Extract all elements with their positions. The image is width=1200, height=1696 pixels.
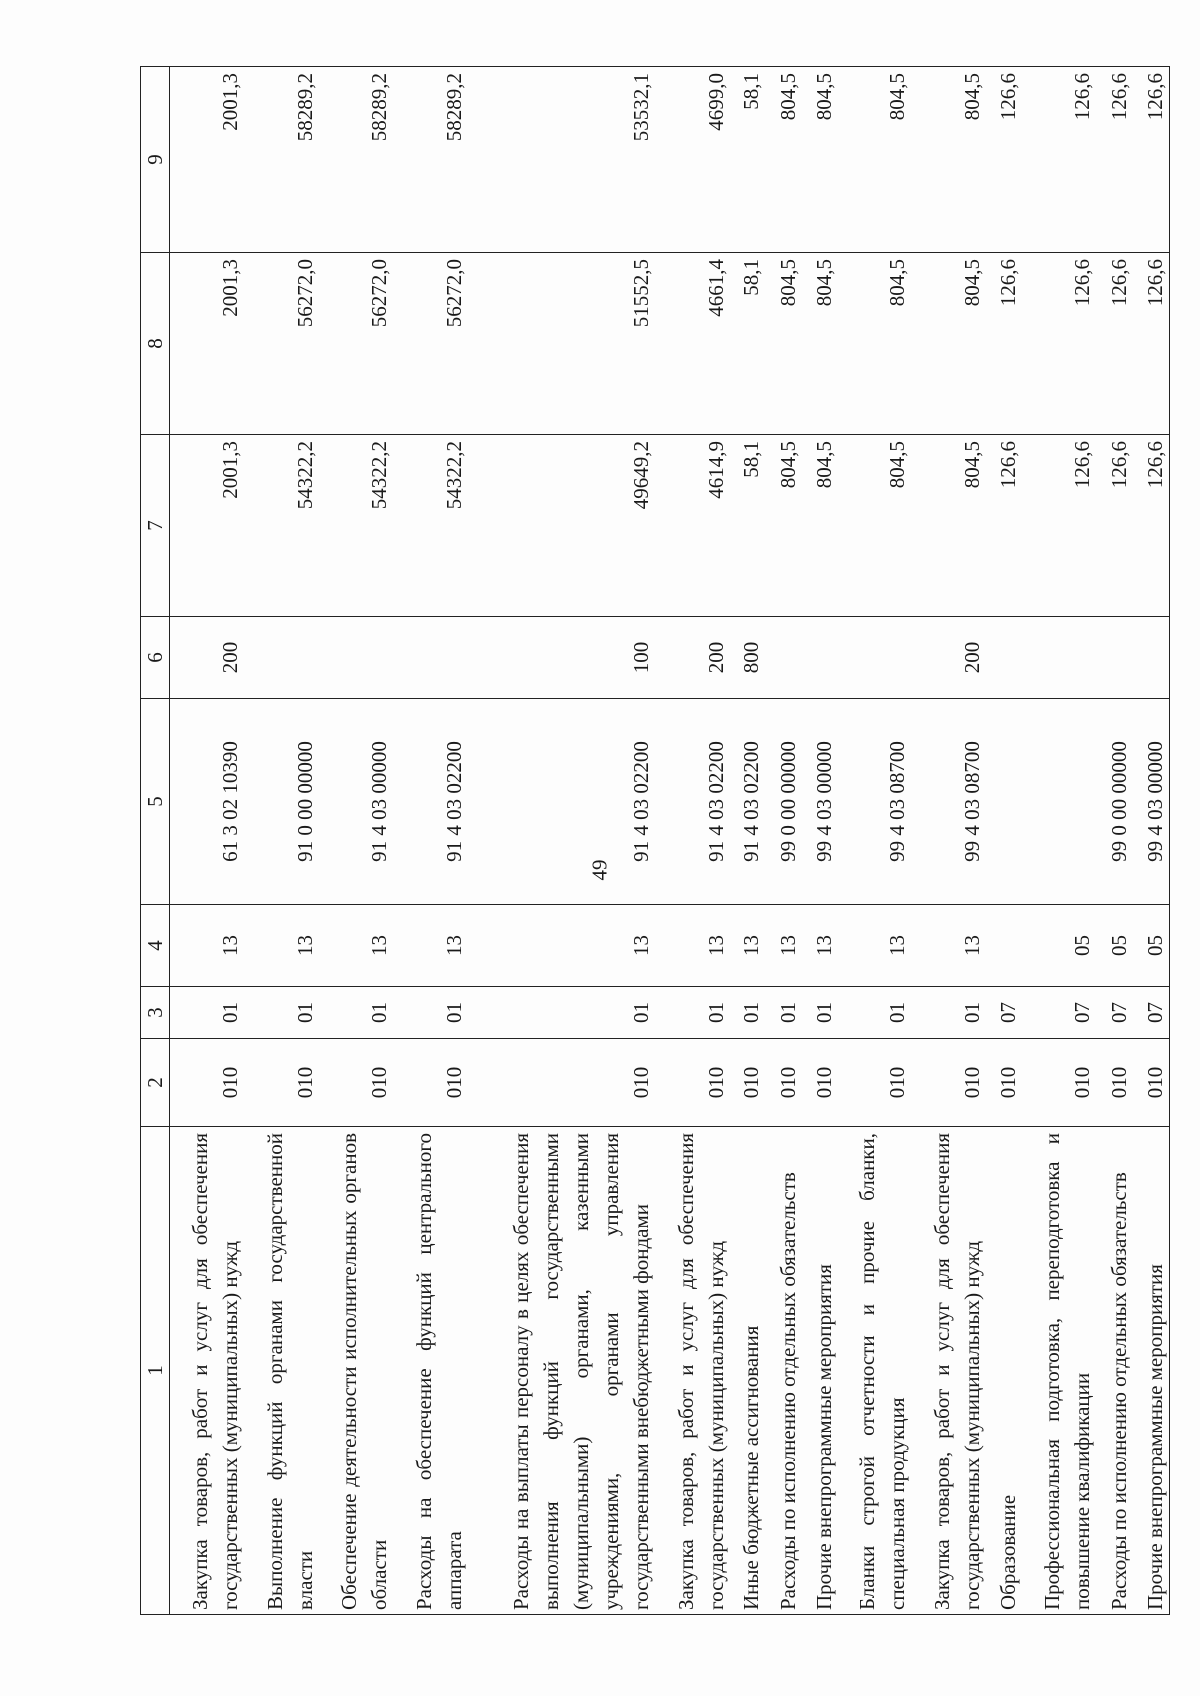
amount-year-1: 2001,3 bbox=[170, 435, 245, 617]
ministry-code: 010 bbox=[394, 1039, 469, 1127]
column-header-9: 9 bbox=[141, 67, 170, 253]
amount-year-2: 56272,0 bbox=[394, 253, 469, 435]
target-item-code: 99 4 03 00000 bbox=[1134, 699, 1170, 905]
table-row bbox=[320, 67, 395, 1615]
expense-type-code bbox=[1022, 617, 1097, 699]
table-row bbox=[1134, 67, 1170, 1615]
row-name: Закупка товаров, работ и услуг для обеспечения государственных (муниципальных) нужд bbox=[912, 1127, 987, 1615]
column-header-5: 5 bbox=[141, 699, 170, 905]
amount-year-1: 4614,9 bbox=[656, 435, 731, 617]
section-code: 07 bbox=[1097, 987, 1134, 1039]
amount-year-3: 58289,2 bbox=[320, 67, 395, 253]
subsection-code: 05 bbox=[1097, 905, 1134, 987]
amount-year-3: 53532,1 bbox=[469, 67, 656, 253]
section-code: 01 bbox=[656, 987, 731, 1039]
subsection-code: 13 bbox=[245, 905, 320, 987]
section-code: 01 bbox=[245, 987, 320, 1039]
target-item-code: 91 4 03 02200 bbox=[394, 699, 469, 905]
row-name: Иные бюджетные ассигнования bbox=[731, 1127, 766, 1615]
ministry-code: 010 bbox=[170, 1039, 245, 1127]
amount-year-3: 58289,2 bbox=[394, 67, 469, 253]
subsection-code: 05 bbox=[1022, 905, 1097, 987]
section-code: 01 bbox=[731, 987, 766, 1039]
amount-year-1: 58,1 bbox=[731, 435, 766, 617]
amount-year-3: 804,5 bbox=[765, 67, 802, 253]
section-code: 01 bbox=[838, 987, 913, 1039]
amount-year-1: 804,5 bbox=[765, 435, 802, 617]
column-header-7: 7 bbox=[141, 435, 170, 617]
target-item-code: 61 3 02 10390 bbox=[170, 699, 245, 905]
section-code: 07 bbox=[1134, 987, 1170, 1039]
subsection-code: 13 bbox=[803, 905, 838, 987]
subsection-code: 13 bbox=[469, 905, 656, 987]
row-name: Обеспечение деятельности исполнительных органов области bbox=[320, 1127, 395, 1615]
amount-year-2: 126,6 bbox=[1022, 253, 1097, 435]
amount-year-2: 56272,0 bbox=[320, 253, 395, 435]
expense-type-code bbox=[765, 617, 802, 699]
ministry-code: 010 bbox=[1097, 1039, 1134, 1127]
budget-table bbox=[140, 66, 1170, 1615]
amount-year-3: 126,6 bbox=[987, 67, 1022, 253]
amount-year-3: 58289,2 bbox=[245, 67, 320, 253]
target-item-code: 99 0 00 00000 bbox=[1097, 699, 1134, 905]
amount-year-1: 54322,2 bbox=[245, 435, 320, 617]
row-name: Закупка товаров, работ и услуг для обеспечения государственных (муниципальных) нужд bbox=[656, 1127, 731, 1615]
table-row bbox=[1022, 67, 1097, 1615]
ministry-code: 010 bbox=[1022, 1039, 1097, 1127]
ministry-code: 010 bbox=[987, 1039, 1022, 1127]
table-row bbox=[469, 67, 656, 1615]
expense-type-code: 800 bbox=[731, 617, 766, 699]
amount-year-3: 126,6 bbox=[1134, 67, 1170, 253]
subsection-code: 13 bbox=[838, 905, 913, 987]
section-code: 01 bbox=[170, 987, 245, 1039]
table-row bbox=[731, 67, 766, 1615]
amount-year-3: 126,6 bbox=[1022, 67, 1097, 253]
subsection-code bbox=[987, 905, 1022, 987]
amount-year-1: 804,5 bbox=[838, 435, 913, 617]
target-item-code: 91 0 00 00000 bbox=[245, 699, 320, 905]
subsection-code: 13 bbox=[912, 905, 987, 987]
amount-year-1: 54322,2 bbox=[394, 435, 469, 617]
row-name: Бланки строгой отчетности и прочие бланки, специальная продукция bbox=[838, 1127, 913, 1615]
expense-type-code bbox=[320, 617, 395, 699]
amount-year-3: 2001,3 bbox=[170, 67, 245, 253]
section-code: 01 bbox=[765, 987, 802, 1039]
table-row bbox=[1097, 67, 1134, 1615]
section-code: 07 bbox=[1022, 987, 1097, 1039]
ministry-code: 010 bbox=[656, 1039, 731, 1127]
subsection-code: 13 bbox=[656, 905, 731, 987]
amount-year-2: 56272,0 bbox=[245, 253, 320, 435]
subsection-code: 13 bbox=[320, 905, 395, 987]
table-row bbox=[656, 67, 731, 1615]
subsection-code: 13 bbox=[394, 905, 469, 987]
column-header-3: 3 bbox=[141, 987, 170, 1039]
column-header-1: 1 bbox=[141, 1127, 170, 1615]
row-name: Закупка товаров, работ и услуг для обеспечения государственных (муниципальных) нужд bbox=[170, 1127, 245, 1615]
column-header-6: 6 bbox=[141, 617, 170, 699]
amount-year-1: 126,6 bbox=[1134, 435, 1170, 617]
amount-year-2: 126,6 bbox=[1134, 253, 1170, 435]
section-code: 07 bbox=[987, 987, 1022, 1039]
column-header-4: 4 bbox=[141, 905, 170, 987]
amount-year-3: 804,5 bbox=[838, 67, 913, 253]
table-row bbox=[765, 67, 802, 1615]
amount-year-3: 126,6 bbox=[1097, 67, 1134, 253]
row-name: Выполнение функций органами государственной власти bbox=[245, 1127, 320, 1615]
amount-year-2: 4661,4 bbox=[656, 253, 731, 435]
amount-year-1: 54322,2 bbox=[320, 435, 395, 617]
row-name: Профессиональная подготовка, переподготовка и повышение квалификации bbox=[1022, 1127, 1097, 1615]
amount-year-2: 126,6 bbox=[987, 253, 1022, 435]
target-item-code bbox=[1022, 699, 1097, 905]
row-name: Прочие внепрограммные мероприятия bbox=[1134, 1127, 1170, 1615]
target-item-code: 99 4 03 08700 bbox=[912, 699, 987, 905]
amount-year-1: 126,6 bbox=[1097, 435, 1134, 617]
amount-year-1: 126,6 bbox=[1022, 435, 1097, 617]
table-row bbox=[170, 67, 245, 1615]
ministry-code: 010 bbox=[469, 1039, 656, 1127]
amount-year-1: 804,5 bbox=[912, 435, 987, 617]
ministry-code: 010 bbox=[320, 1039, 395, 1127]
amount-year-3: 4699,0 bbox=[656, 67, 731, 253]
amount-year-2: 2001,3 bbox=[170, 253, 245, 435]
subsection-code: 13 bbox=[170, 905, 245, 987]
expense-type-code bbox=[838, 617, 913, 699]
expense-type-code bbox=[1097, 617, 1134, 699]
expense-type-code bbox=[987, 617, 1022, 699]
ministry-code: 010 bbox=[731, 1039, 766, 1127]
column-header-2: 2 bbox=[141, 1039, 170, 1127]
section-code: 01 bbox=[912, 987, 987, 1039]
amount-year-3: 804,5 bbox=[912, 67, 987, 253]
section-code: 01 bbox=[803, 987, 838, 1039]
row-name: Расходы на обеспечение функций центрального аппарата bbox=[394, 1127, 469, 1615]
expense-type-code bbox=[1134, 617, 1170, 699]
row-name: Образование bbox=[987, 1127, 1022, 1615]
expense-type-code: 200 bbox=[170, 617, 245, 699]
section-code: 01 bbox=[320, 987, 395, 1039]
table-row bbox=[912, 67, 987, 1615]
row-name: Расходы на выплаты персоналу в целях обеспечения выполнения функций государственными (муниципальными) органами, казенными учреждениями, органами управления государственными внебюджетными фондами bbox=[469, 1127, 656, 1615]
expense-type-code bbox=[803, 617, 838, 699]
table-row bbox=[803, 67, 838, 1615]
header-row bbox=[141, 67, 170, 1615]
ministry-code: 010 bbox=[838, 1039, 913, 1127]
target-item-code: 99 4 03 00000 bbox=[803, 699, 838, 905]
section-code: 01 bbox=[394, 987, 469, 1039]
target-item-code: 91 4 03 00000 bbox=[320, 699, 395, 905]
amount-year-3: 58,1 bbox=[731, 67, 766, 253]
expense-type-code bbox=[245, 617, 320, 699]
subsection-code: 13 bbox=[765, 905, 802, 987]
table-body bbox=[170, 67, 1170, 1615]
target-item-code: 91 4 03 02200 bbox=[469, 699, 656, 905]
expense-type-code bbox=[394, 617, 469, 699]
expense-type-code: 100 bbox=[469, 617, 656, 699]
ministry-code: 010 bbox=[912, 1039, 987, 1127]
ministry-code: 010 bbox=[1134, 1039, 1170, 1127]
row-name: Расходы по исполнению отдельных обязательств bbox=[1097, 1127, 1134, 1615]
amount-year-1: 804,5 bbox=[803, 435, 838, 617]
section-code: 01 bbox=[469, 987, 656, 1039]
table-row bbox=[838, 67, 913, 1615]
table-row bbox=[245, 67, 320, 1615]
table-row bbox=[394, 67, 469, 1615]
amount-year-3: 804,5 bbox=[803, 67, 838, 253]
table-row bbox=[987, 67, 1022, 1615]
row-name: Расходы по исполнению отдельных обязательств bbox=[765, 1127, 802, 1615]
ministry-code: 010 bbox=[245, 1039, 320, 1127]
amount-year-2: 804,5 bbox=[803, 253, 838, 435]
amount-year-2: 804,5 bbox=[838, 253, 913, 435]
page-number: 49 bbox=[587, 859, 612, 881]
amount-year-2: 51552,5 bbox=[469, 253, 656, 435]
subsection-code: 05 bbox=[1134, 905, 1170, 987]
amount-year-2: 804,5 bbox=[912, 253, 987, 435]
column-header-8: 8 bbox=[141, 253, 170, 435]
subsection-code: 13 bbox=[731, 905, 766, 987]
target-item-code: 99 4 03 08700 bbox=[838, 699, 913, 905]
target-item-code: 99 0 00 00000 bbox=[765, 699, 802, 905]
ministry-code: 010 bbox=[803, 1039, 838, 1127]
row-name: Прочие внепрограммные мероприятия bbox=[803, 1127, 838, 1615]
amount-year-2: 126,6 bbox=[1097, 253, 1134, 435]
amount-year-1: 49649,2 bbox=[469, 435, 656, 617]
expense-type-code: 200 bbox=[912, 617, 987, 699]
target-item-code bbox=[987, 699, 1022, 905]
amount-year-2: 804,5 bbox=[765, 253, 802, 435]
target-item-code: 91 4 03 02200 bbox=[656, 699, 731, 905]
ministry-code: 010 bbox=[765, 1039, 802, 1127]
expense-type-code: 200 bbox=[656, 617, 731, 699]
amount-year-2: 58,1 bbox=[731, 253, 766, 435]
amount-year-1: 126,6 bbox=[987, 435, 1022, 617]
target-item-code: 91 4 03 02200 bbox=[731, 699, 766, 905]
